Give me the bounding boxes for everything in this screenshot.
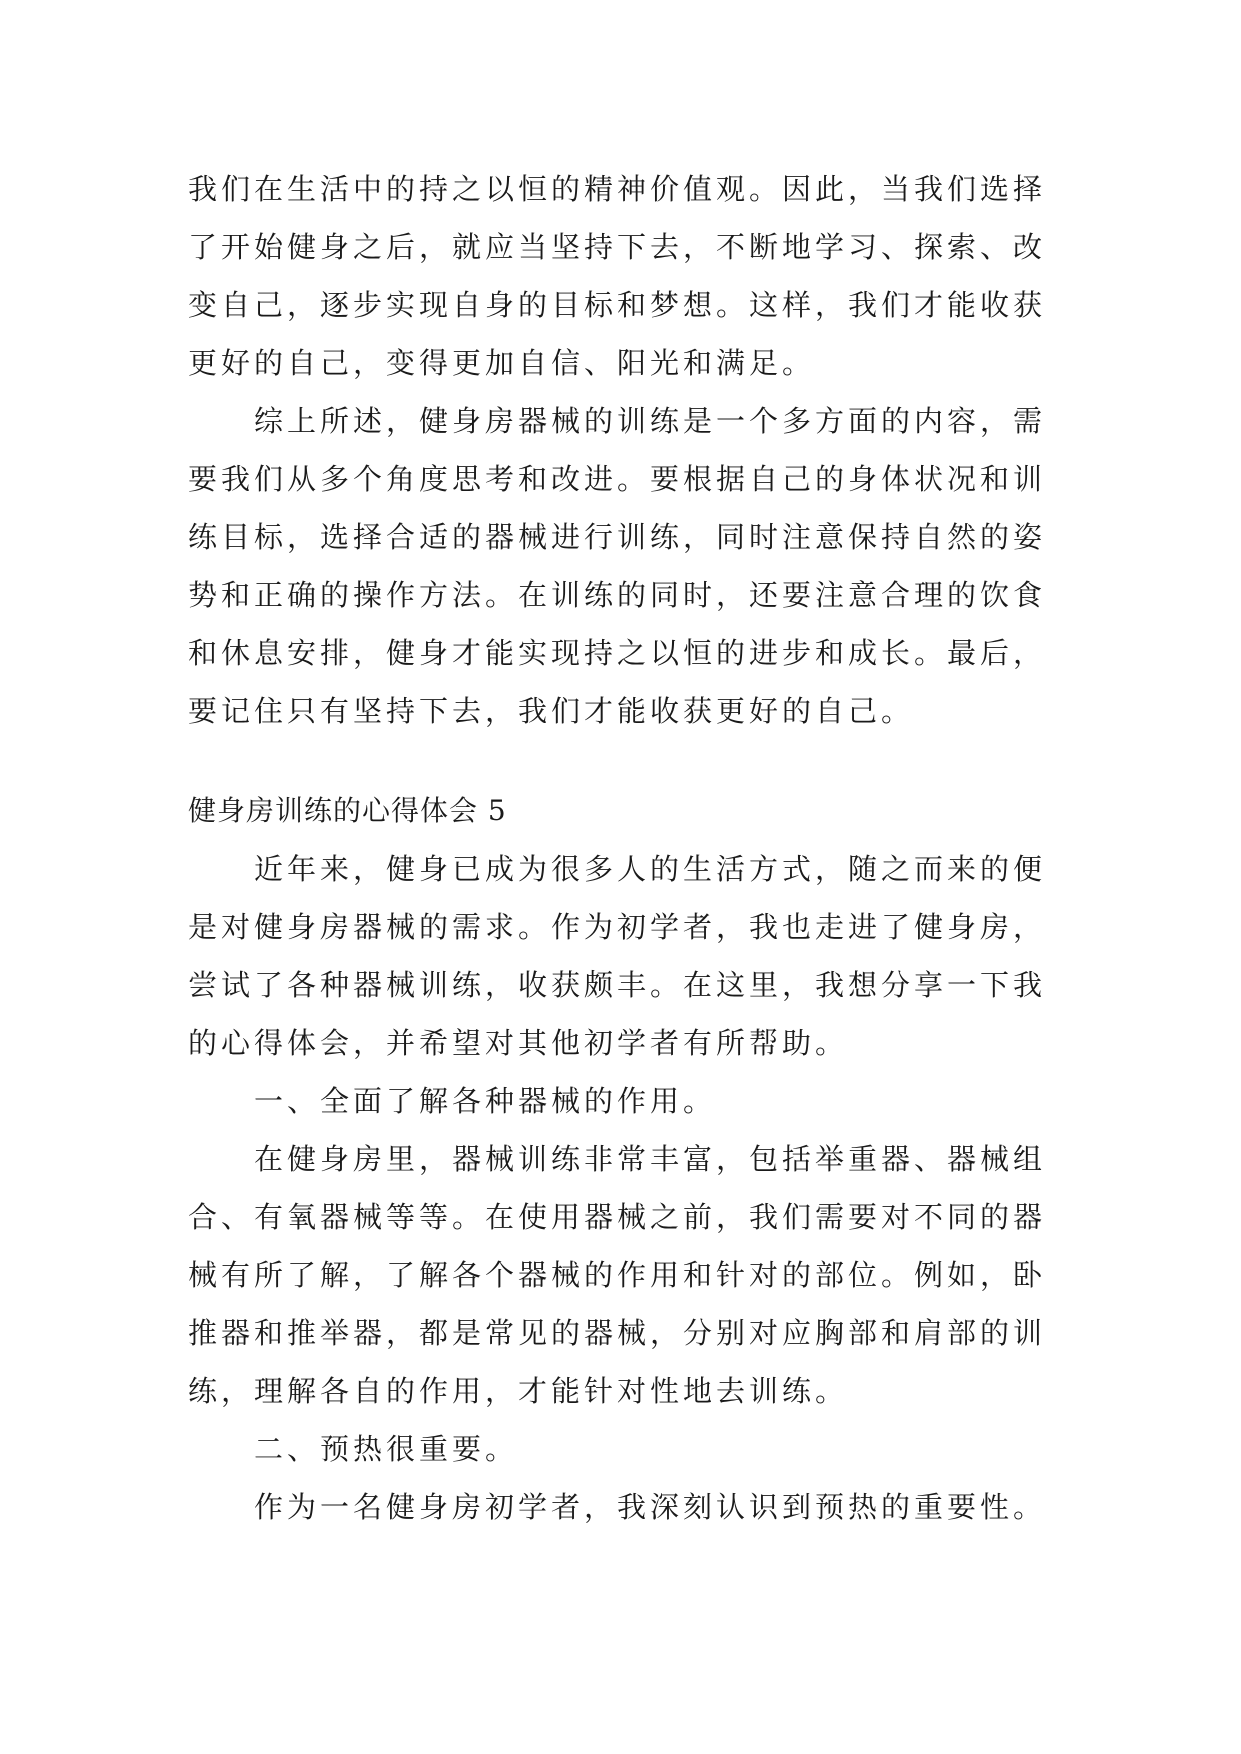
text-line: 势和正确的操作方法。在训练的同时，还要注意合理的饮食 xyxy=(188,578,1047,612)
text-line: 练，理解各自的作用，才能针对性地去训练。 xyxy=(188,1374,849,1408)
text-line: 变自己，逐步实现自身的目标和梦想。这样，我们才能收获 xyxy=(188,288,1047,322)
paragraph-equipment xyxy=(188,1130,1064,1420)
text-line: 的心得体会，并希望对其他初学者有所帮助。 xyxy=(188,1026,849,1060)
point-heading-two: 二、预热很重要。 xyxy=(254,1432,519,1466)
text-line: 推器和推举器，都是常见的器械，分别对应胸部和肩部的训 xyxy=(188,1316,1047,1350)
text-line: 我们在生活中的持之以恒的精神价值观。因此，当我们选择 xyxy=(188,172,1047,206)
paragraph-persistence xyxy=(188,160,1064,392)
text-line: 近年来，健身已成为很多人的生活方式，随之而来的便 xyxy=(254,852,1047,886)
paragraph-summary xyxy=(188,392,1064,740)
point-heading-one: 一、全面了解各种器械的作用。 xyxy=(254,1084,717,1118)
text-line: 在健身房里，器械训练非常丰富，包括举重器、器械组 xyxy=(254,1142,1047,1176)
text-line: 尝试了各种器械训练，收获颇丰。在这里，我想分享一下我 xyxy=(188,968,1047,1002)
text-line: 了开始健身之后，就应当坚持下去，不断地学习、探索、改 xyxy=(188,230,1047,264)
text-line: 更好的自己，变得更加自信、阳光和满足。 xyxy=(188,346,816,380)
document-body xyxy=(188,160,1064,1536)
paragraph-intro xyxy=(188,840,1064,1072)
text-line: 是对健身房器械的需求。作为初学者，我也走进了健身房， xyxy=(188,910,1047,944)
text-line: 要记住只有坚持下去，我们才能收获更好的自己。 xyxy=(188,694,915,728)
text-line: 械有所了解，了解各个器械的作用和针对的部位。例如，卧 xyxy=(188,1258,1047,1292)
text-line: 和休息安排，健身才能实现持之以恒的进步和成长。最后， xyxy=(188,636,1047,670)
paragraph-warmup xyxy=(188,1478,1064,1536)
text-line: 合、有氧器械等等。在使用器械之前，我们需要对不同的器 xyxy=(188,1200,1047,1234)
section-title: 健身房训练的心得体会 5 xyxy=(188,794,507,827)
text-line: 综上所述，健身房器械的训练是一个多方面的内容，需 xyxy=(254,404,1047,438)
text-line: 作为一名健身房初学者，我深刻认识到预热的重要性。 xyxy=(254,1490,1047,1524)
text-line: 练目标，选择合适的器械进行训练，同时注意保持自然的姿 xyxy=(188,520,1047,554)
text-line: 要我们从多个角度思考和改进。要根据自己的身体状况和训 xyxy=(188,462,1047,496)
